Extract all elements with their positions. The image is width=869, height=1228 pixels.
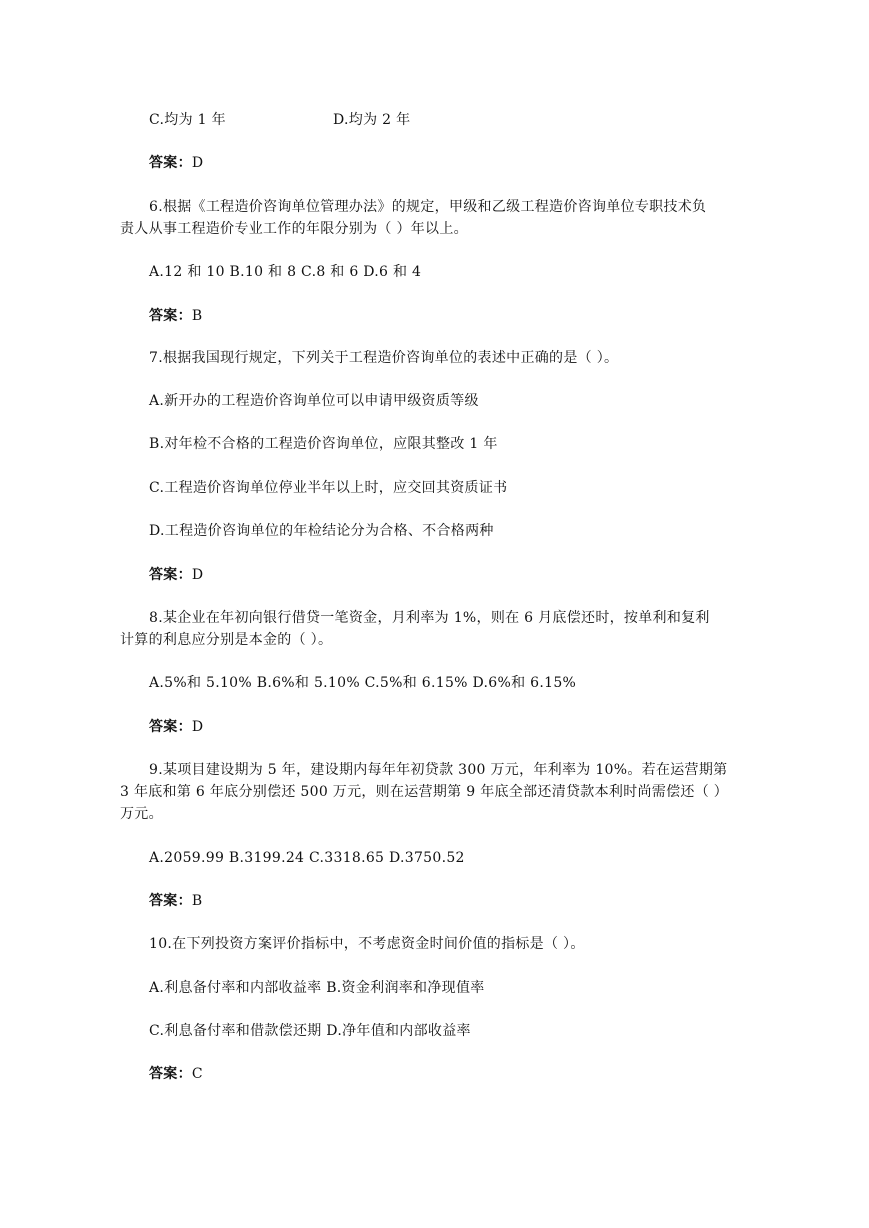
q6-stem-line2: 责人从事工程造价专业工作的年限分别为（ ）年以上。 [120,221,468,237]
answer-value: D [191,155,204,171]
q8-stem-line2: 计算的利息应分别是本金的（ ）。 [120,632,333,648]
q10-stem: 10.在下列投资方案评价指标中，不考虑资金时间价值的指标是（ ）。 [149,936,585,952]
q10-options-line2: C.利息备付率和借款偿还期 D.净年值和内部收益率 [149,1023,471,1039]
q9-answer [149,891,203,911]
answer-label: 答案： [149,308,192,324]
q10-answer [149,1064,203,1084]
answer-label: 答案： [149,567,192,583]
q6-answer [149,306,203,326]
answer-label: 答案： [149,719,192,735]
q9-stem-line1: 9.某项目建设期为 5 年，建设期内每年年初贷款 300 万元，年利率为 10%。若在运营期第 [149,762,728,778]
q8-answer [149,717,203,737]
q5-option-c: C.均为 1 年 [149,112,226,128]
answer-label: 答案： [149,893,192,909]
q8-stem-line1: 8.某企业在年初向银行借贷一笔资金，月利率为 1%，则在 6 月底偿还时，按单利和复利 [149,610,710,626]
q5-options-line [149,110,411,130]
answer-value: D [191,719,204,735]
answer-value: C [191,1066,203,1082]
q7-option-b: B.对年检不合格的工程造价咨询单位，应限其整改 1 年 [149,436,498,452]
answer-label: 答案： [149,155,192,171]
q7-stem: 7.根据我国现行规定，下列关于工程造价咨询单位的表述中正确的是（ ）。 [149,350,619,366]
q8-options: A.5%和 5.10% B.6%和 5.10% C.5%和 6.15% D.6%和 6.15% [149,675,577,691]
q7-option-d: D.工程造价咨询单位的年检结论分为合格、不合格两种 [149,523,494,539]
q7-option-a: A.新开办的工程造价咨询单位可以申请甲级资质等级 [149,393,479,409]
q10-options-line1: A.利息备付率和内部收益率 B.资金利润率和净现值率 [149,980,485,996]
q9-stem-line2: 3 年底和第 6 年底分别偿还 500 万元，则在运营期第 9 年底全部还清贷款本利时尚需偿还（ ） [120,784,729,800]
answer-value: B [191,893,203,909]
q7-option-c: C.工程造价咨询单位停业半年以上时，应交回其资质证书 [149,480,508,496]
answer-value: B [191,308,203,324]
answer-value: D [191,567,204,583]
q9-options: A.2059.99 B.3199.24 C.3318.65 D.3750.52 [149,850,465,866]
q6-options: A.12 和 10 B.10 和 8 C.8 和 6 D.6 和 4 [149,264,422,280]
q9-stem-line3: 万元。 [120,806,163,822]
q6-stem-line1: 6.根据《工程造价咨询单位管理办法》的规定，甲级和乙级工程造价咨询单位专职技术负 [149,199,707,215]
q5-option-d: D.均为 2 年 [333,112,411,128]
q5-answer [149,153,203,173]
answer-label: 答案： [149,1066,192,1082]
q7-answer [149,565,203,585]
